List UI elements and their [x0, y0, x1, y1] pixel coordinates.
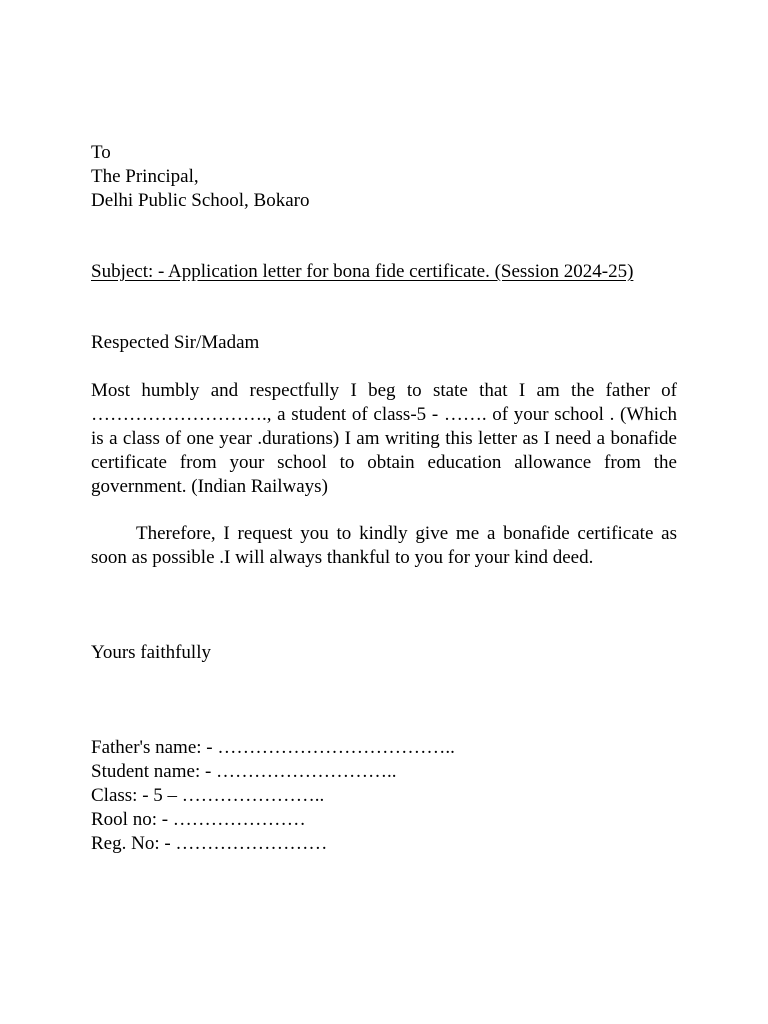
body-paragraph-1: Most humbly and respectfully I beg to state that I am the father of ………………………., a student of class-5 - ……. of your school . (Which is a class of one year .durations) I am writing this letter as I need a bonafide certificate from your school to obtain education allowance from the government. (Indian Railways) [91, 380, 677, 497]
address-recipient: The Principal, [91, 166, 199, 187]
field-fathers-name: Father's name: - ……………………………….. [91, 737, 455, 758]
field-student-name: Student name: - ……………………….. [91, 761, 397, 782]
body-paragraph-2: Therefore, I request you to kindly give me a bonafide certificate as soon as possible .I will always thankful to you for your kind deed. [91, 523, 677, 568]
letter [91, 0, 677, 1024]
field-roll-no: Rool no: - ………………… [91, 809, 306, 830]
address-to: To [91, 142, 111, 163]
field-class: Class: - 5 – ………………….. [91, 785, 325, 806]
subject-line: Subject: - Application letter for bona fide certificate. (Session 2024-25) [91, 261, 634, 282]
closing: Yours faithfully [91, 642, 211, 663]
field-reg-no: Reg. No: - …………………… [91, 833, 328, 854]
address-school: Delhi Public School, Bokaro [91, 190, 310, 211]
salutation: Respected Sir/Madam [91, 332, 260, 353]
